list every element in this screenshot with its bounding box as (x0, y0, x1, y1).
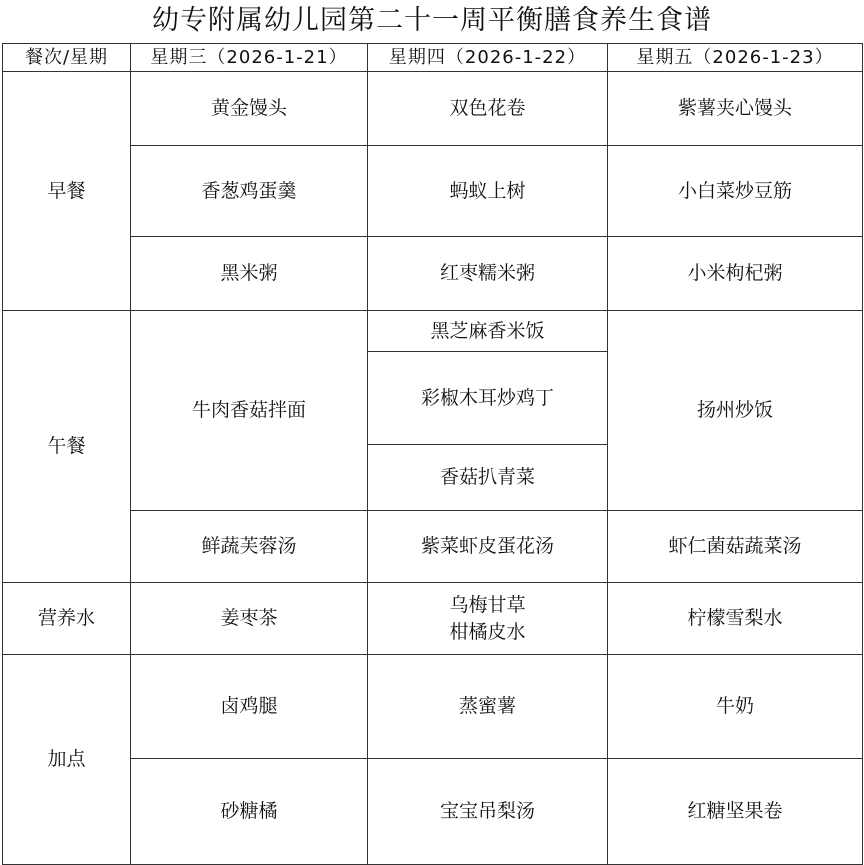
menu-cell: 牛肉香菇拌面 (131, 311, 368, 511)
page-title: 幼专附属幼儿园第二十一周平衡膳食养生食谱 (152, 5, 712, 36)
menu-cell: 香菇扒青菜 (368, 445, 608, 511)
menu-cell: 柠檬雪梨水 (608, 583, 863, 655)
menu-cell: 红枣糯米粥 (368, 237, 608, 311)
menu-cell: 虾仁菌菇蔬菜汤 (608, 511, 863, 583)
meal-label-nutrition-water: 营养水 (3, 583, 131, 655)
table-row (3, 237, 863, 311)
menu-cell: 牛奶 (608, 655, 863, 759)
menu-cell: 卤鸡腿 (131, 655, 368, 759)
table-row (3, 583, 863, 655)
table-row (3, 655, 863, 759)
menu-cell: 黄金馒头 (131, 72, 368, 146)
table-row (3, 146, 863, 237)
menu-cell: 姜枣茶 (131, 583, 368, 655)
meal-label-breakfast: 早餐 (3, 72, 131, 311)
header-meal-day: 餐次/星期 (3, 44, 131, 72)
menu-cell: 红糖坚果卷 (608, 759, 863, 865)
table-row (3, 511, 863, 583)
menu-cell: 小白菜炒豆筋 (608, 146, 863, 237)
menu-cell: 砂糖橘 (131, 759, 368, 865)
menu-cell: 彩椒木耳炒鸡丁 (368, 352, 608, 445)
menu-cell: 黑芝麻香米饭 (368, 311, 608, 352)
header-row (3, 44, 863, 72)
menu-cell: 双色花卷 (368, 72, 608, 146)
menu-cell: 乌梅甘草 柑橘皮水 (368, 583, 608, 655)
menu-cell: 宝宝吊梨汤 (368, 759, 608, 865)
menu-table (2, 43, 863, 865)
table-row (3, 72, 863, 146)
menu-cell: 鲜蔬芙蓉汤 (131, 511, 368, 583)
meal-label-lunch: 午餐 (3, 311, 131, 583)
menu-cell: 紫菜虾皮蛋花汤 (368, 511, 608, 583)
menu-cell: 蚂蚁上树 (368, 146, 608, 237)
menu-cell: 小米枸杞粥 (608, 237, 863, 311)
menu-cell: 紫薯夹心馒头 (608, 72, 863, 146)
menu-cell: 香葱鸡蛋羹 (131, 146, 368, 237)
header-thursday: 星期四（2026-1-22） (368, 44, 608, 72)
menu-cell: 蒸蜜薯 (368, 655, 608, 759)
table-row (3, 311, 863, 352)
table-row (3, 759, 863, 865)
header-wednesday: 星期三（2026-1-21） (131, 44, 368, 72)
meal-label-snack: 加点 (3, 655, 131, 865)
menu-cell: 扬州炒饭 (608, 311, 863, 511)
menu-cell: 黑米粥 (131, 237, 368, 311)
header-friday: 星期五（2026-1-23） (608, 44, 863, 72)
